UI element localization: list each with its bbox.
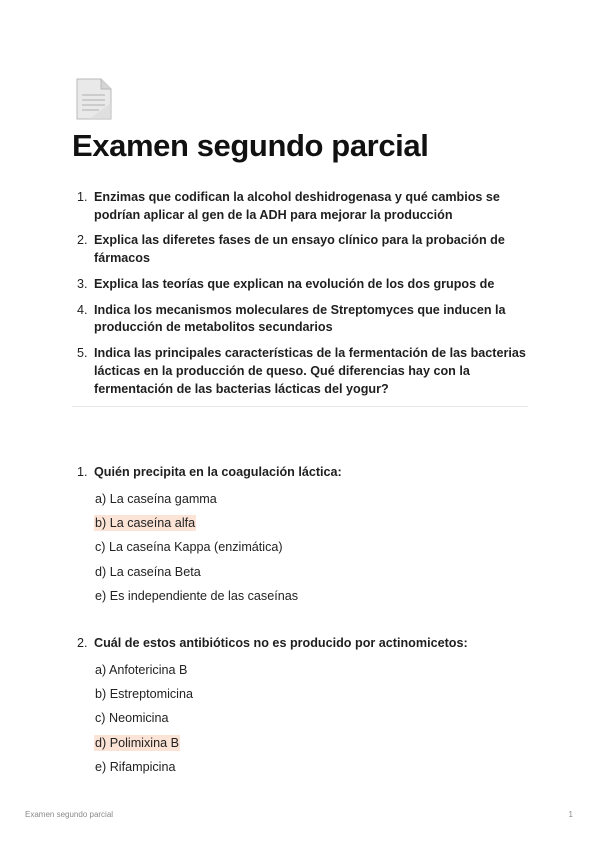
question-number: 5.: [77, 346, 88, 361]
mcq-question: [72, 464, 528, 481]
option-text: b) La caseína alfa: [95, 516, 196, 531]
question-text: Indica las principales características de la fermentación de las bacterias lácticas en la producción de queso. Qué diferencias hay con la fermentación de las bacterias lácticas del yogur?: [94, 346, 526, 396]
footer-page-number: 1: [568, 810, 573, 819]
question-number: 1.: [77, 465, 88, 479]
question-text: Explica las diferetes fases de un ensayo clínico para la probación de fármacos: [94, 233, 505, 266]
question-number: 4.: [77, 302, 88, 317]
option-text: a) Anfotericina B: [95, 663, 188, 677]
essay-question: [72, 345, 528, 398]
option-text: e) Es independiente de las caseínas: [95, 588, 299, 603]
option-text: a) La caseína gamma: [95, 492, 217, 506]
question-text: Enzimas que codifican la alcohol deshidrogenasa y qué cambios se podrían aplicar al gen de la ADH para mejorar la producción: [94, 190, 500, 222]
question-number: 2.: [77, 233, 88, 248]
mcq-question: [72, 635, 528, 652]
essay-question: [72, 276, 528, 294]
answer-option: [94, 588, 528, 612]
question-text: Quién precipita en la coagulación láctica:: [94, 465, 342, 479]
answer-option: [94, 710, 528, 734]
answer-option: [94, 686, 528, 710]
mcq-block: [72, 464, 528, 612]
question-text: Indica los mecanismos moleculares de Streptomyces que inducen la producción de metabolitos secundarios: [94, 302, 506, 335]
page-title: Examen segundo parcial: [72, 128, 429, 163]
option-text: e) Rifampicina: [95, 759, 176, 774]
answer-option-highlighted: [94, 735, 528, 759]
mcq-block: [72, 635, 528, 783]
answer-option: [94, 491, 528, 515]
option-text: d) La caseína Beta: [95, 564, 201, 579]
option-list: [72, 662, 528, 783]
answer-option: [94, 564, 528, 588]
option-text: c) La caseína Kappa (enzimática): [95, 540, 283, 555]
question-number: 1.: [77, 190, 88, 204]
option-text: c) Neomicina: [95, 711, 169, 726]
essay-question: [72, 189, 528, 224]
question-text: Cuál de estos antibióticos no es producido por actinomicetos:: [94, 636, 468, 650]
footer-document-title: Examen segundo parcial: [25, 810, 114, 819]
essay-question: [72, 302, 528, 337]
question-number: 3.: [77, 276, 88, 291]
option-text: d) Polimixina B: [95, 735, 179, 750]
section-divider: [72, 406, 528, 407]
option-list: [72, 491, 528, 612]
document-page-icon: [75, 77, 113, 121]
answer-option: [94, 759, 528, 783]
answer-option: [94, 662, 528, 686]
essay-question: [72, 232, 528, 267]
option-text: b) Estreptomicina: [95, 687, 193, 702]
question-number: 2.: [77, 636, 88, 650]
question-text: Explica las teorías que explican na evolución de los dos grupos de: [94, 276, 495, 291]
answer-option-highlighted: [94, 515, 528, 539]
essay-question-list: [72, 189, 528, 406]
answer-option: [94, 539, 528, 563]
